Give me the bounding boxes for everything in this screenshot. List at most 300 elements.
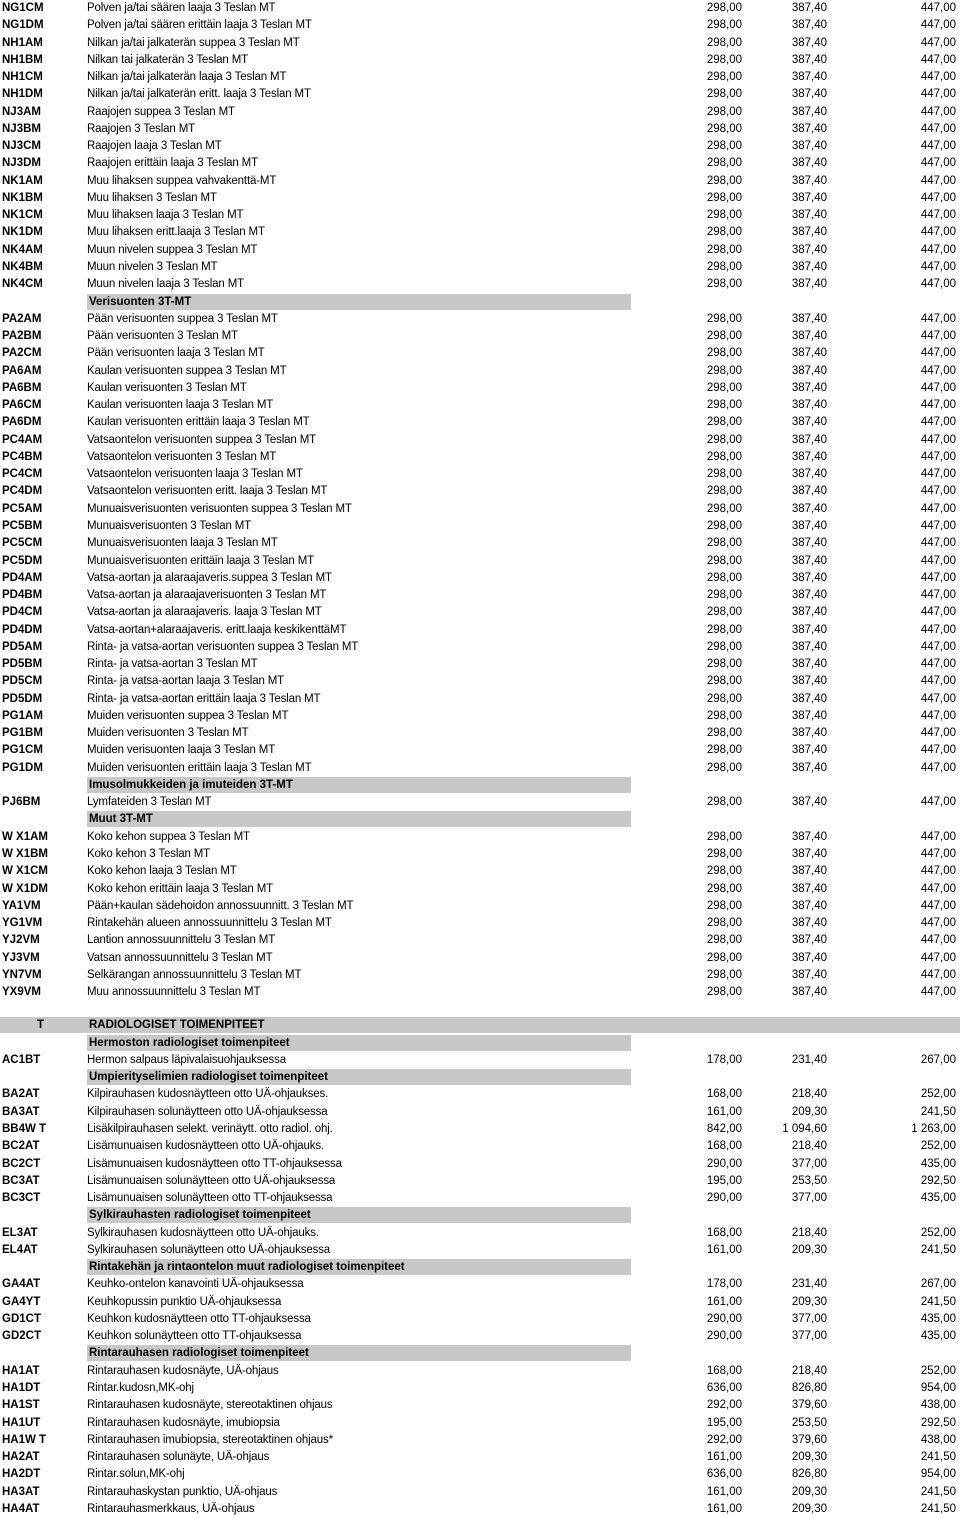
- row-price-1: 298,00: [706, 658, 742, 671]
- row-code: YG1VM: [2, 917, 43, 930]
- row-price-3: 447,00: [920, 19, 956, 32]
- row-price-3: 447,00: [920, 243, 956, 256]
- row-code: PD4CM: [2, 606, 43, 619]
- section-header: Hermoston radiologiset toimenpiteet: [87, 1035, 631, 1051]
- row-description: Pään verisuonten 3 Teslan MT: [87, 330, 238, 343]
- table-row: [0, 1121, 960, 1138]
- row-description: Kilpirauhasen kudosnäytteen otto UÄ-ohjaukses.: [87, 1088, 329, 1101]
- row-price-1: 298,00: [706, 433, 742, 446]
- table-row: [0, 881, 960, 898]
- row-price-1: 298,00: [706, 796, 742, 809]
- row-price-2: 387,40: [791, 848, 827, 861]
- row-code: PG1CM: [2, 744, 43, 757]
- row-price-1: 298,00: [706, 899, 742, 912]
- row-price-3: 447,00: [920, 899, 956, 912]
- row-code: YX9VM: [2, 986, 41, 999]
- row-price-1: 168,00: [706, 1226, 742, 1239]
- table-row: [0, 760, 960, 777]
- section-header-row: [0, 1069, 960, 1086]
- table-row: [0, 950, 960, 967]
- row-description: Rintarauhasen imubiopsia, stereotaktinen ohjaus*: [87, 1433, 333, 1446]
- row-price-2: 218,40: [791, 1226, 827, 1239]
- table-row: [0, 363, 960, 380]
- row-code: NH1BM: [2, 53, 43, 66]
- row-price-1: 298,00: [706, 157, 742, 170]
- row-price-2: 209,30: [791, 1451, 827, 1464]
- row-code: PA2CM: [2, 347, 42, 360]
- row-code: NK1AM: [2, 174, 43, 187]
- row-price-2: 387,40: [791, 917, 827, 930]
- row-price-2: 379,60: [791, 1399, 827, 1412]
- row-price-2: 826,80: [791, 1381, 827, 1394]
- table-row: [0, 155, 960, 172]
- row-code: BA3AT: [2, 1105, 40, 1118]
- table-row: [0, 1397, 960, 1414]
- row-price-3: 447,00: [920, 226, 956, 239]
- row-code: PA2BM: [2, 330, 42, 343]
- row-price-2: 387,40: [791, 640, 827, 653]
- row-price-1: 298,00: [706, 191, 742, 204]
- table-row: [0, 86, 960, 103]
- row-code: PC5BM: [2, 519, 43, 532]
- row-price-1: 298,00: [706, 399, 742, 412]
- row-price-2: 387,40: [791, 71, 827, 84]
- row-code: W X1AM: [2, 830, 48, 843]
- row-code: PC4BM: [2, 450, 43, 463]
- table-row: [0, 311, 960, 328]
- row-price-2: 387,40: [791, 433, 827, 446]
- row-price-1: 298,00: [706, 347, 742, 360]
- section-header: Muut 3T-MT: [87, 811, 631, 827]
- row-code: NH1CM: [2, 71, 43, 84]
- row-price-2: 387,40: [791, 727, 827, 740]
- row-price-3: 447,00: [920, 433, 956, 446]
- row-price-3: 267,00: [920, 1053, 956, 1066]
- row-price-3: 447,00: [920, 122, 956, 135]
- row-price-2: 387,40: [791, 105, 827, 118]
- main-section-header: [0, 1017, 960, 1033]
- row-code: PA2AM: [2, 312, 42, 325]
- row-price-1: 298,00: [706, 53, 742, 66]
- row-code: NK4AM: [2, 243, 43, 256]
- section-header-row: [0, 1035, 960, 1052]
- table-row: [0, 570, 960, 587]
- table-row: [0, 1449, 960, 1466]
- row-description: Vatsa-aortan ja alaraajaveris.suppea 3 Teslan MT: [87, 571, 332, 584]
- row-description: Lisämunuaisen solunäytteen otto UÄ-ohjauksessa: [87, 1174, 336, 1187]
- row-description: Muu lihaksen laaja 3 Teslan MT: [87, 209, 244, 222]
- row-price-1: 298,00: [706, 968, 742, 981]
- row-code: HA2AT: [2, 1451, 40, 1464]
- row-price-2: 387,40: [791, 278, 827, 291]
- row-description: Hermon salpaus läpivalaisuohjauksessa: [87, 1053, 287, 1066]
- row-description: Muiden verisuonten erittäin laaja 3 Teslan MT: [87, 761, 312, 774]
- row-code: PC5AM: [2, 502, 43, 515]
- row-price-3: 447,00: [920, 623, 956, 636]
- row-description: Muun nivelen laaja 3 Teslan MT: [87, 278, 245, 291]
- table-row: [0, 1466, 960, 1483]
- row-price-2: 387,40: [791, 968, 827, 981]
- row-description: Keuhkon kudosnäytteen otto TT-ohjauksessa: [87, 1312, 311, 1325]
- row-code: PC4DM: [2, 485, 43, 498]
- row-code: PC4AM: [2, 433, 43, 446]
- row-price-3: 447,00: [920, 968, 956, 981]
- row-price-2: 387,40: [791, 571, 827, 584]
- row-price-3: 447,00: [920, 537, 956, 550]
- row-price-1: 298,00: [706, 226, 742, 239]
- row-description: Kilpirauhasen solunäytteen otto UÄ-ohjauksessa: [87, 1105, 328, 1118]
- table-row: [0, 1242, 960, 1259]
- row-price-3: 241,50: [920, 1451, 956, 1464]
- row-price-3: 447,00: [920, 71, 956, 84]
- row-price-1: 292,00: [706, 1433, 742, 1446]
- row-price-1: 298,00: [706, 675, 742, 688]
- row-code: NK1DM: [2, 226, 43, 239]
- row-price-2: 387,40: [791, 2, 827, 14]
- row-price-2: 387,40: [791, 399, 827, 412]
- table-row: [0, 639, 960, 656]
- table-row: [0, 69, 960, 86]
- row-code: W X1BM: [2, 848, 48, 861]
- row-price-2: 387,40: [791, 692, 827, 705]
- row-price-1: 298,00: [706, 243, 742, 256]
- table-row: [0, 207, 960, 224]
- table-row: [0, 604, 960, 621]
- row-price-2: 387,40: [791, 865, 827, 878]
- row-description: Keuhko-ontelon kanavointi UÄ-ohjauksessa: [87, 1278, 304, 1291]
- row-description: Vatsaontelon verisuonten 3 Teslan MT: [87, 450, 277, 463]
- row-code: NG1DM: [2, 19, 44, 32]
- table-row: [0, 708, 960, 725]
- row-price-1: 298,00: [706, 88, 742, 101]
- row-price-1: 298,00: [706, 19, 742, 32]
- row-price-1: 298,00: [706, 381, 742, 394]
- row-description: Rintar.solun,MK-ohj: [87, 1468, 185, 1481]
- row-price-3: 447,00: [920, 191, 956, 204]
- row-description: Rintarauhasen kudosnäyte, imubiopsia: [87, 1416, 280, 1429]
- row-price-2: 387,40: [791, 330, 827, 343]
- table-row: [0, 242, 960, 259]
- table-row: [0, 863, 960, 880]
- row-price-3: 447,00: [920, 260, 956, 273]
- row-price-2: 387,40: [791, 589, 827, 602]
- row-description: Lymfateiden 3 Teslan MT: [87, 796, 212, 809]
- row-price-1: 298,00: [706, 830, 742, 843]
- row-price-1: 195,00: [706, 1416, 742, 1429]
- row-price-2: 253,50: [791, 1416, 827, 1429]
- row-description: Munuaisverisuonten verisuonten suppea 3 Teslan MT: [87, 502, 352, 515]
- table-row: [0, 725, 960, 742]
- section-header-row: [0, 1259, 960, 1276]
- row-code: NK1CM: [2, 209, 43, 222]
- row-price-3: 447,00: [920, 347, 956, 360]
- row-description: Vatsaontelon verisuonten laaja 3 Teslan MT: [87, 468, 303, 481]
- table-row: [0, 52, 960, 69]
- row-price-2: 209,30: [791, 1105, 827, 1118]
- row-description: Pään+kaulan sädehoidon annossuunnitt. 3 Teslan MT: [87, 899, 354, 912]
- row-price-2: 387,40: [791, 157, 827, 170]
- table-row: [0, 1190, 960, 1207]
- row-description: Vatsaontelon verisuonten suppea 3 Teslan MT: [87, 433, 317, 446]
- row-code: HA4AT: [2, 1502, 40, 1515]
- table-row: [0, 1173, 960, 1190]
- row-price-1: 298,00: [706, 589, 742, 602]
- row-price-3: 447,00: [920, 848, 956, 861]
- row-code: NG1CM: [2, 2, 44, 14]
- row-description: Keuhkopussin punktio UÄ-ohjauksessa: [87, 1295, 282, 1308]
- row-code: PA6CM: [2, 399, 42, 412]
- row-price-3: 447,00: [920, 640, 956, 653]
- row-description: Koko kehon suppea 3 Teslan MT: [87, 830, 250, 843]
- section-header: Imusolmukkeiden ja imuteiden 3T-MT: [87, 777, 631, 793]
- row-code: PG1AM: [2, 709, 43, 722]
- row-price-2: 387,40: [791, 416, 827, 429]
- table-row: [0, 276, 960, 293]
- table-row: [0, 432, 960, 449]
- row-price-2: 387,40: [791, 36, 827, 49]
- row-price-1: 178,00: [706, 1053, 742, 1066]
- row-code: HA1UT: [2, 1416, 41, 1429]
- row-price-1: 195,00: [706, 1174, 742, 1187]
- row-description: Vatsaontelon verisuonten eritt. laaja 3 Teslan MT: [87, 485, 328, 498]
- table-row: [0, 622, 960, 639]
- row-price-3: 447,00: [920, 399, 956, 412]
- row-description: Raajojen laaja 3 Teslan MT: [87, 140, 222, 153]
- section-header: Umpierityselimien radiologiset toimenpiteet: [87, 1069, 631, 1085]
- row-price-3: 447,00: [920, 744, 956, 757]
- row-price-3: 292,50: [920, 1416, 956, 1429]
- table-row: [0, 742, 960, 759]
- table-row: [0, 1328, 960, 1345]
- table-row: [0, 259, 960, 276]
- row-price-2: 387,40: [791, 537, 827, 550]
- row-price-1: 298,00: [706, 623, 742, 636]
- row-price-1: 298,00: [706, 36, 742, 49]
- main-header-row: [0, 1017, 960, 1034]
- row-price-1: 298,00: [706, 450, 742, 463]
- row-price-3: 447,00: [920, 796, 956, 809]
- row-price-1: 161,00: [706, 1451, 742, 1464]
- row-price-2: 209,30: [791, 1295, 827, 1308]
- row-price-3: 447,00: [920, 105, 956, 118]
- row-code: PG1DM: [2, 761, 43, 774]
- row-price-1: 298,00: [706, 122, 742, 135]
- row-code: NJ3CM: [2, 140, 41, 153]
- row-price-1: 298,00: [706, 537, 742, 550]
- row-price-2: 231,40: [791, 1053, 827, 1066]
- row-price-1: 161,00: [706, 1485, 742, 1498]
- row-price-3: 435,00: [920, 1330, 956, 1343]
- row-description: Selkärangan annossuunnittelu 3 Teslan MT: [87, 968, 302, 981]
- row-price-3: 241,50: [920, 1243, 956, 1256]
- row-code: HA1DT: [2, 1381, 41, 1394]
- row-code: PA6BM: [2, 381, 42, 394]
- spacer: [0, 1001, 960, 1017]
- table-row: [0, 121, 960, 138]
- row-price-3: 241,50: [920, 1105, 956, 1118]
- row-code: W X1CM: [2, 865, 48, 878]
- table-row: [0, 449, 960, 466]
- row-price-3: 447,00: [920, 986, 956, 999]
- row-price-3: 267,00: [920, 1278, 956, 1291]
- table-row: [0, 397, 960, 414]
- row-price-1: 298,00: [706, 744, 742, 757]
- row-code: NJ3DM: [2, 157, 41, 170]
- row-price-1: 161,00: [706, 1105, 742, 1118]
- row-price-2: 387,40: [791, 260, 827, 273]
- row-description: Kaulan verisuonten 3 Teslan MT: [87, 381, 247, 394]
- row-price-1: 298,00: [706, 364, 742, 377]
- row-price-1: 298,00: [706, 882, 742, 895]
- row-price-1: 636,00: [706, 1468, 742, 1481]
- table-row: [0, 932, 960, 949]
- row-description: Kaulan verisuonten suppea 3 Teslan MT: [87, 364, 287, 377]
- row-price-1: 298,00: [706, 727, 742, 740]
- row-description: Raajojen 3 Teslan MT: [87, 122, 196, 135]
- row-description: Kaulan verisuonten erittäin laaja 3 Teslan MT: [87, 416, 310, 429]
- row-price-2: 826,80: [791, 1468, 827, 1481]
- row-description: Rinta- ja vatsa-aortan 3 Teslan MT: [87, 658, 258, 671]
- row-price-1: 298,00: [706, 571, 742, 584]
- table-row: [0, 829, 960, 846]
- row-code: PC4CM: [2, 468, 43, 481]
- row-price-2: 387,40: [791, 140, 827, 153]
- table-row: [0, 984, 960, 1001]
- row-price-2: 387,40: [791, 830, 827, 843]
- table-row: [0, 794, 960, 811]
- row-price-3: 241,50: [920, 1295, 956, 1308]
- row-price-3: 447,00: [920, 951, 956, 964]
- table-row: [0, 380, 960, 397]
- row-description: Rinta- ja vatsa-aortan laaja 3 Teslan MT: [87, 675, 285, 688]
- row-code: PD5AM: [2, 640, 43, 653]
- row-code: NJ3AM: [2, 105, 41, 118]
- row-price-3: 241,50: [920, 1485, 956, 1498]
- row-description: Lantion annossuunnittelu 3 Teslan MT: [87, 934, 276, 947]
- row-price-1: 290,00: [706, 1312, 742, 1325]
- row-price-1: 298,00: [706, 278, 742, 291]
- row-price-2: 377,00: [791, 1157, 827, 1170]
- row-price-3: 1 263,00: [911, 1123, 956, 1135]
- row-price-2: 209,30: [791, 1243, 827, 1256]
- table-row: [0, 328, 960, 345]
- section-header-row: [0, 1345, 960, 1362]
- table-row: [0, 1415, 960, 1432]
- row-description: Rintarauhasmerkkaus, UÄ-ohjaus: [87, 1502, 255, 1515]
- row-description: Munuaisverisuonten laaja 3 Teslan MT: [87, 537, 278, 550]
- row-description: Nilkan tai jalkaterän 3 Teslan MT: [87, 53, 249, 66]
- section-header-row: [0, 1207, 960, 1224]
- row-description: Rintarauhaskystan punktio, UÄ-ohjaus: [87, 1485, 278, 1498]
- row-code: PG1BM: [2, 727, 43, 740]
- row-price-2: 387,40: [791, 658, 827, 671]
- row-description: Rintarauhasen solunäyte, UÄ-ohjaus: [87, 1451, 270, 1464]
- table-row: [0, 1484, 960, 1501]
- table-row: [0, 483, 960, 500]
- row-code: BC2AT: [2, 1140, 40, 1153]
- row-code: PD4DM: [2, 623, 43, 636]
- row-description: Raajojen suppea 3 Teslan MT: [87, 105, 235, 118]
- row-price-2: 231,40: [791, 1278, 827, 1291]
- row-price-2: 387,40: [791, 122, 827, 135]
- row-price-3: 447,00: [920, 278, 956, 291]
- row-price-3: 252,00: [920, 1088, 956, 1101]
- table-row: [0, 345, 960, 362]
- row-description: Nilkan ja/tai jalkaterän eritt. laaja 3 Teslan MT: [87, 88, 311, 101]
- table-row: [0, 1138, 960, 1155]
- row-price-3: 435,00: [920, 1157, 956, 1170]
- row-description: Vatsa-aortan ja alaraajaveris. laaja 3 Teslan MT: [87, 606, 322, 619]
- row-price-2: 387,40: [791, 623, 827, 636]
- row-price-2: 387,40: [791, 709, 827, 722]
- row-price-2: 1 094,60: [782, 1123, 827, 1135]
- row-price-1: 298,00: [706, 934, 742, 947]
- row-price-3: 447,00: [920, 468, 956, 481]
- row-price-3: 438,00: [920, 1433, 956, 1446]
- row-price-1: 298,00: [706, 416, 742, 429]
- row-price-2: 379,60: [791, 1433, 827, 1446]
- table-row: [0, 1086, 960, 1103]
- row-price-1: 298,00: [706, 640, 742, 653]
- section-header: Verisuonten 3T-MT: [87, 294, 631, 310]
- row-price-1: 298,00: [706, 761, 742, 774]
- row-price-2: 377,00: [791, 1312, 827, 1325]
- table-row: [0, 553, 960, 570]
- row-price-3: 447,00: [920, 381, 956, 394]
- row-description: Muun nivelen 3 Teslan MT: [87, 260, 218, 273]
- row-price-1: 290,00: [706, 1330, 742, 1343]
- table-row: [0, 35, 960, 52]
- table-row: [0, 915, 960, 932]
- row-description: Polven ja/tai säären laaja 3 Teslan MT: [87, 2, 276, 14]
- row-code: GA4YT: [2, 1295, 41, 1308]
- row-description: Sylkirauhasen kudosnäytteen otto UÄ-ohjauks.: [87, 1226, 319, 1239]
- row-price-3: 447,00: [920, 865, 956, 878]
- row-description: Kaulan verisuonten laaja 3 Teslan MT: [87, 399, 274, 412]
- row-price-3: 447,00: [920, 88, 956, 101]
- row-price-2: 377,00: [791, 1192, 827, 1205]
- row-price-2: 387,40: [791, 761, 827, 774]
- row-price-1: 298,00: [706, 917, 742, 930]
- row-description: Muu lihaksen eritt.laaja 3 Teslan MT: [87, 226, 265, 239]
- row-code: YN7VM: [2, 968, 42, 981]
- row-code: HA1AT: [2, 1364, 40, 1377]
- row-price-1: 298,00: [706, 986, 742, 999]
- row-description: Koko kehon laaja 3 Teslan MT: [87, 865, 237, 878]
- table-row: [0, 587, 960, 604]
- row-description: Rintar.kudosn,MK-ohj: [87, 1381, 194, 1394]
- table-row: [0, 1156, 960, 1173]
- row-price-3: 447,00: [920, 882, 956, 895]
- row-description: Nilkan ja/tai jalkaterän laaja 3 Teslan MT: [87, 71, 287, 84]
- row-price-1: 298,00: [706, 174, 742, 187]
- table-row: [0, 466, 960, 483]
- row-description: Nilkan ja/tai jalkaterän suppea 3 Teslan MT: [87, 36, 300, 49]
- row-code: EL4AT: [2, 1243, 38, 1256]
- row-price-2: 387,40: [791, 606, 827, 619]
- row-price-3: 447,00: [920, 36, 956, 49]
- row-code: HA1ST: [2, 1399, 40, 1412]
- row-price-2: 387,40: [791, 381, 827, 394]
- row-description: Keuhkon solunäytteen otto TT-ohjauksessa: [87, 1330, 302, 1343]
- row-price-2: 387,40: [791, 450, 827, 463]
- row-description: Muun nivelen suppea 3 Teslan MT: [87, 243, 258, 256]
- row-price-3: 447,00: [920, 2, 956, 14]
- table-row: [0, 173, 960, 190]
- table-row: [0, 1276, 960, 1293]
- row-price-2: 209,30: [791, 1485, 827, 1498]
- section-header-row: [0, 811, 960, 828]
